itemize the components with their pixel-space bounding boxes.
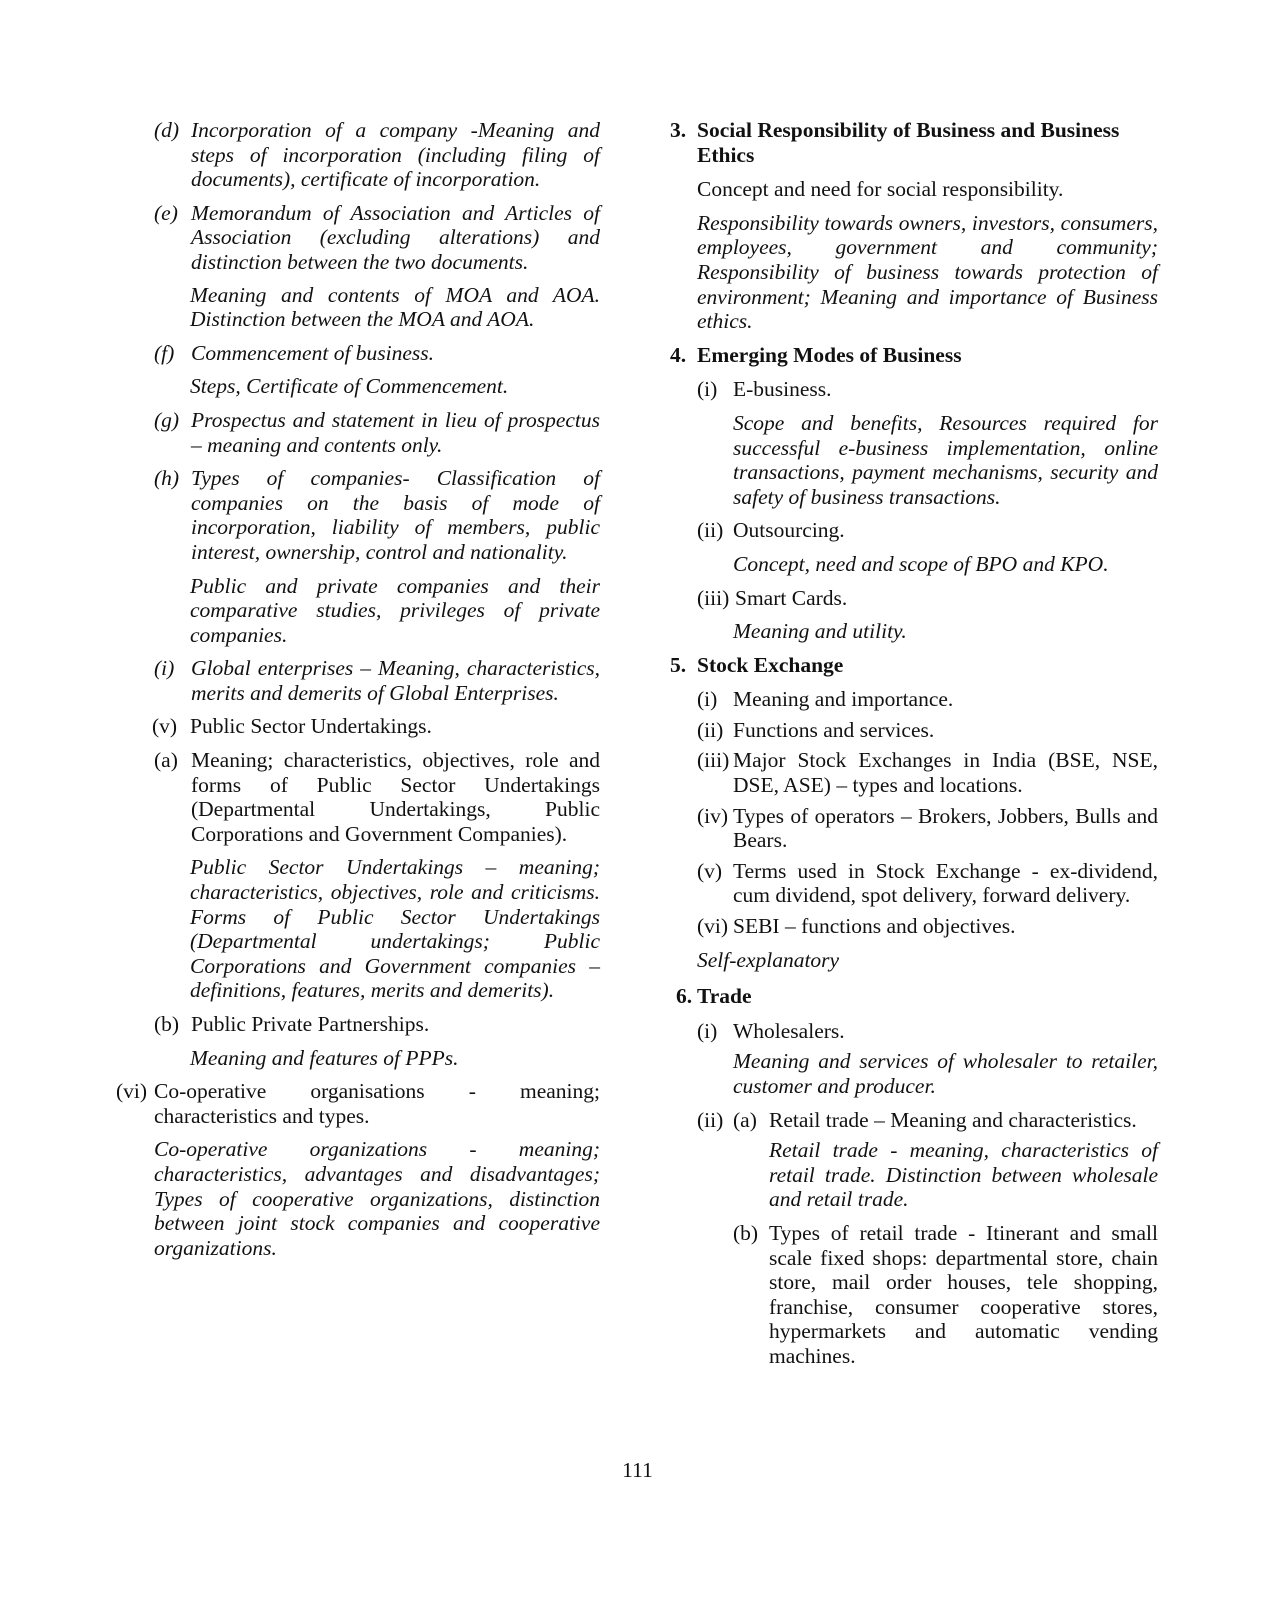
section-4-item-i-detail: Scope and benefits, Resources required for successful e-business implementation, online transactions, payment mechanisms, security and safety of business transactions. [733, 410, 1158, 509]
section-6-item-ii-a-marker: (a) [733, 1107, 757, 1132]
section-6-number: 6. [676, 984, 693, 1009]
section-4-item-iii-detail: Meaning and utility. [733, 619, 907, 644]
item-v-b [154, 1012, 600, 1037]
item-f-text: Commencement of business. [191, 340, 435, 365]
item-v-text: Public Sector Undertakings. [190, 714, 432, 739]
section-5-item [697, 718, 1158, 743]
item-i-text: Global enterprises – Meaning, characteristics, merits and demerits of Global Enterprises. [191, 656, 600, 705]
item-h [154, 466, 600, 564]
section-5-note: Self-explanatory [697, 947, 840, 972]
section-5-item-text: Meaning and importance. [733, 687, 954, 712]
item-v-a-text: Meaning; characteristics, objectives, role and forms of Public Sector Undertakings (Departmental Undertakings, Public Corporations and Government Companies). [191, 748, 600, 846]
section-4-title: Emerging Modes of Business [697, 342, 962, 367]
section-5-item [697, 748, 1158, 797]
section-6-item-ii-a-detail: Retail trade - meaning, characteristics of retail trade. Distinction between wholesale and retail trade. [769, 1138, 1158, 1212]
section-4-heading [670, 343, 1158, 368]
item-d-text: Incorporation of a company -Meaning and steps of incorporation (including filing of documents), certificate of incorporation. [191, 118, 600, 192]
item-h-detail: Public and private companies and their comparative studies, privileges of private companies. [190, 573, 600, 647]
section-6-title: Trade [697, 984, 752, 1009]
section-3-intro: Concept and need for social responsibility. [697, 177, 1064, 202]
item-v-b-text: Public Private Partnerships. [191, 1012, 430, 1036]
section-4-item-ii-marker: (ii) [697, 518, 724, 543]
item-v-a [154, 748, 600, 846]
section-4-item-iii [697, 586, 1158, 611]
item-i [154, 656, 600, 705]
section-5-item-marker: (iii) [697, 748, 730, 773]
section-5-item-marker: (ii) [697, 717, 724, 742]
section-4-item-ii-detail: Concept, need and scope of BPO and KPO. [733, 551, 1109, 576]
item-d-marker: (d) [154, 118, 180, 142]
section-3-detail: Responsibility towards owners, investors, consumers, employees, government and community; Responsibility of business towards protection of environment; Meaning and importance of Business ethics. [697, 210, 1158, 334]
item-vi-text: Co-operative organisations - meaning; characteristics and types. [154, 1079, 600, 1128]
item-h-marker: (h) [154, 466, 180, 491]
item-g-marker: (g) [154, 407, 180, 432]
section-6-item-i-detail: Meaning and services of wholesaler to retailer, customer and producer. [733, 1049, 1158, 1098]
section-5-title: Stock Exchange [697, 652, 844, 677]
section-6-item-ii-b-text: Types of retail trade - Itinerant and small scale fixed shops: departmental store, chain store, mail order houses, tele shopping, franchise, consumer cooperative stores, hypermarkets and automatic vending machines. [769, 1220, 1158, 1368]
section-5-item [697, 914, 1158, 939]
item-f-detail: Steps, Certificate of Commencement. [190, 374, 509, 399]
section-6-item-ii-b-marker: (b) [733, 1220, 759, 1245]
section-4-item-i-marker: (i) [697, 377, 718, 402]
section-4-item-ii-text: Outsourcing. [733, 518, 845, 543]
item-e-marker: (e) [154, 200, 178, 225]
section-6-heading [676, 984, 1158, 1009]
section-5-heading [670, 653, 1158, 678]
item-v-b-marker: (b) [154, 1012, 180, 1036]
section-5-item [697, 804, 1158, 853]
section-5-item-text: Functions and services. [733, 717, 935, 742]
section-3-title: Social Responsibility of Business and Business Ethics [697, 118, 1120, 167]
left-column [112, 118, 600, 1269]
item-g [154, 408, 600, 457]
item-g-text: Prospectus and statement in lieu of prospectus – meaning and contents only. [191, 407, 600, 457]
section-4-item-iii-marker: (iii) [697, 585, 730, 610]
page-number: 111 [622, 1458, 653, 1482]
section-4-item-iii-text: Smart Cards. [735, 585, 848, 610]
item-f [154, 341, 600, 366]
item-v [152, 714, 600, 739]
section-4-item-i [697, 377, 1158, 402]
section-6-item-ii [697, 1108, 1158, 1133]
item-d [154, 118, 600, 192]
section-3-heading [670, 118, 1158, 167]
section-4-number: 4. [670, 342, 687, 367]
item-e-detail: Meaning and contents of MOA and AOA. Distinction between the MOA and AOA. [190, 282, 600, 332]
section-6-item-ii-b [733, 1221, 1158, 1369]
section-4-item-i-text: E-business. [733, 377, 832, 402]
section-6-item-i-marker: (i) [697, 1018, 718, 1043]
item-v-b-detail: Meaning and features of PPPs. [190, 1045, 459, 1070]
section-3-number: 3. [670, 118, 687, 142]
item-vi-detail: Co-operative organizations - meaning; characteristics, advantages and disadvantages; Types of cooperative organizations, distinction between joint stock companies and cooperative organizations. [154, 1137, 600, 1260]
section-4-item-ii [697, 518, 1158, 543]
item-v-a-detail: Public Sector Undertakings – meaning; characteristics, objectives, role and criticisms. Forms of Public Sector Undertakings (Departmental undertakings; Public Corporations and Government companies – definitions, features, merits and demerits). [190, 855, 600, 1003]
item-e-text: Memorandum of Association and Articles of Association (excluding alterations) and distinction between the two documents. [191, 200, 600, 274]
section-6-item-ii-a-text: Retail trade – Meaning and characteristics. [769, 1107, 1137, 1132]
section-6-item-ii-marker: (ii) [697, 1107, 724, 1132]
section-5-item-marker: (i) [697, 687, 718, 712]
section-5-number: 5. [670, 652, 687, 677]
item-v-a-marker: (a) [154, 748, 178, 773]
right-column [670, 118, 1158, 1378]
section-5-item-marker: (iv) [697, 803, 729, 828]
section-5-item [697, 687, 1158, 712]
item-h-text: Types of companies- Classification of companies on the basis of mode of incorporation, liability of members, public interest, ownership, control and nationality. [191, 466, 600, 564]
section-6-item-i [697, 1019, 1158, 1044]
section-5-item-marker: (vi) [697, 914, 729, 939]
section-5-item [697, 859, 1158, 908]
item-f-marker: (f) [154, 340, 175, 365]
section-5-item-text: Terms used in Stock Exchange - ex-dividend, cum dividend, spot delivery, forward delivery. [733, 858, 1158, 908]
item-vi [116, 1079, 600, 1128]
section-5-item-marker: (v) [697, 858, 723, 883]
section-5-item-text: Major Stock Exchanges in India (BSE, NSE, DSE, ASE) – types and locations. [733, 748, 1158, 798]
section-5-item-text: Types of operators – Brokers, Jobbers, Bulls and Bears. [733, 803, 1158, 853]
section-5-item-text: SEBI – functions and objectives. [733, 914, 1016, 939]
item-vi-marker: (vi) [116, 1079, 148, 1104]
section-6-item-i-text: Wholesalers. [733, 1018, 845, 1043]
item-e [154, 201, 600, 275]
item-i-marker: (i) [154, 656, 175, 681]
item-v-marker: (v) [152, 714, 178, 739]
